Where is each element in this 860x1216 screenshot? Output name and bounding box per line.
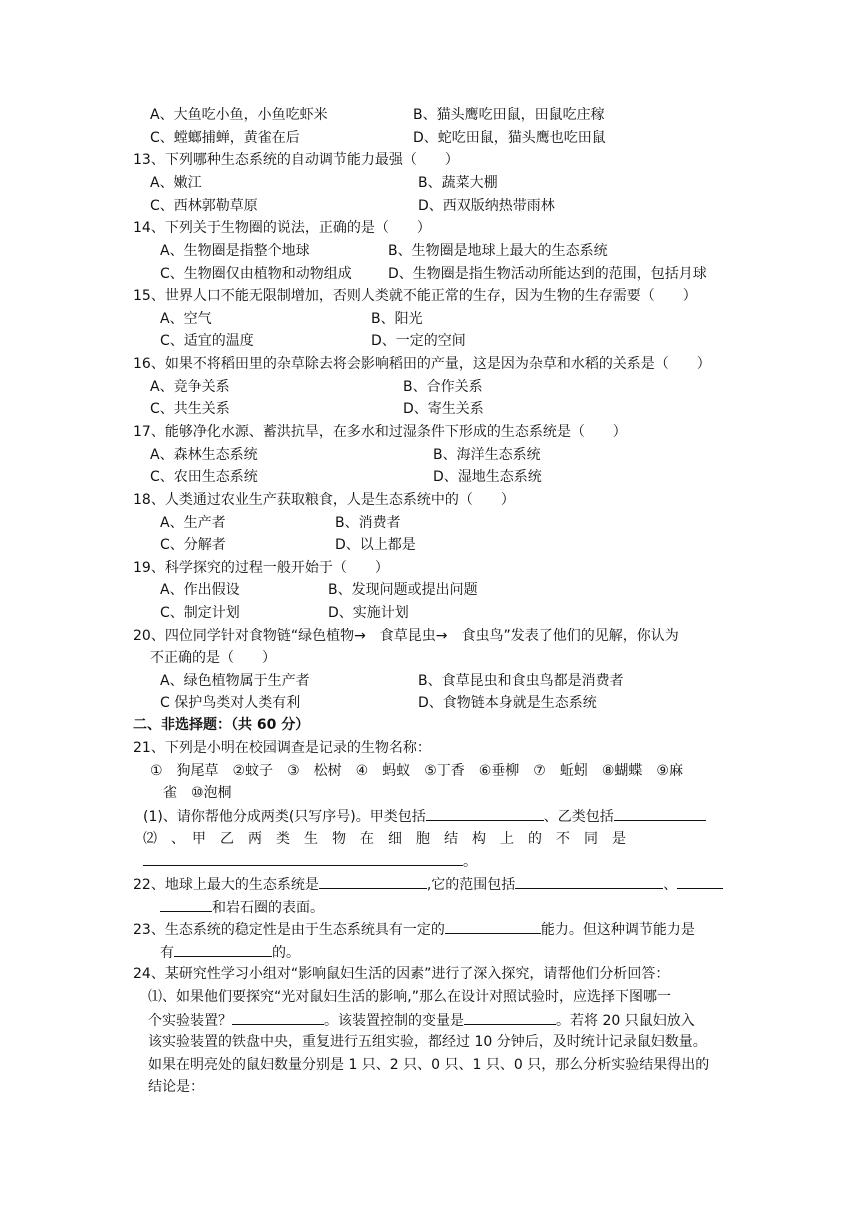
- q17-stem: 17、能够净化水源、蓄洪抗旱，在多水和过湿条件下形成的生态系统是（ ）: [133, 424, 627, 440]
- q24-text-a: 个实验装置？: [148, 1013, 232, 1029]
- q20-option-c: C 保护鸟类对人类有利: [160, 695, 301, 711]
- q24-line3: 该实验装置的铁盘中央，重复进行五组实验，都经过 10 分钟后，及时统计记录鼠妇数量。: [148, 1034, 707, 1050]
- q23-line1: [133, 919, 695, 939]
- q21-part2-end: 。: [463, 854, 477, 870]
- q21-blank-class-a[interactable]: [426, 806, 544, 821]
- q19-option-d: D、实施计划: [328, 605, 409, 621]
- q20-option-a: A、绿色植物属于生产者: [160, 673, 310, 689]
- q22-blank-range-2-cont[interactable]: [160, 897, 212, 912]
- q17-option-c: C、农田生态系统: [150, 469, 258, 485]
- q20-stem-line2: 不正确的是（ ）: [150, 650, 276, 666]
- q23-line2: [160, 942, 300, 962]
- q18-option-d: D、以上都是: [335, 537, 416, 553]
- q19-stem: 19、科学探究的过程一般开始于（ ）: [133, 560, 389, 576]
- q12-option-b: B、猫头鹰吃田鼠，田鼠吃庄稼: [413, 107, 605, 123]
- q19-option-a: A、作出假设: [160, 582, 240, 598]
- q13-option-a: A、嫩江: [150, 175, 202, 191]
- q15-option-d: D、一定的空间: [371, 333, 466, 349]
- q15-option-b: B、阳光: [371, 311, 423, 327]
- q14-stem: 14、下列关于生物圈的说法，正确的是（ ）: [133, 220, 431, 236]
- q21-stem: 21、下列是小明在校园调查是记录的生物名称：: [133, 740, 431, 756]
- q14-option-d: D、生物圈是指生物活动所能达到的范围，包括月球: [388, 266, 707, 282]
- q14-option-c: C、生物圈仅由植物和动物组成: [160, 266, 352, 282]
- q21-part1-text-b: 、乙类包括: [543, 809, 614, 825]
- q21-part1: [143, 806, 706, 826]
- q16-option-a: A、竞争关系: [150, 379, 230, 395]
- q24-line5: 结论是：: [148, 1079, 204, 1095]
- q24-blank-variable[interactable]: [464, 1010, 556, 1025]
- q23-blank-limit[interactable]: [174, 942, 272, 957]
- q14-option-b: B、生物圈是地球上最大的生态系统: [388, 243, 608, 259]
- q22-line1: [133, 874, 723, 894]
- q14-option-a: A、生物圈是指整个地球: [160, 243, 310, 259]
- q24-text-c: 。若将 20 只鼠妇放入: [556, 1013, 695, 1029]
- q24-blank-device[interactable]: [232, 1010, 324, 1025]
- q21-organism-list-line2: 雀 ⑩泡桐: [163, 785, 232, 801]
- q18-option-a: A、生产者: [160, 515, 226, 531]
- q13-option-d: D、西双版纳热带雨林: [418, 198, 555, 214]
- q19-option-c: C、制定计划: [160, 605, 240, 621]
- q23-text-c: 有: [160, 945, 174, 961]
- q17-option-b: B、海洋生态系统: [433, 447, 541, 463]
- q20-option-d: D、食物链本身就是生态系统: [418, 695, 597, 711]
- q22-text-b: ,它的范围包括: [426, 877, 516, 893]
- q13-stem: 13、下列哪种生态系统的自动调节能力最强（ ）: [133, 152, 459, 168]
- q22-blank-range-1[interactable]: [515, 874, 663, 889]
- q24-line4: 如果在明亮处的鼠妇数量分别是 1 只、2 只、0 只、1 只、0 只，那么分析实验结果得出的: [148, 1057, 710, 1073]
- q16-option-b: B、合作关系: [403, 379, 483, 395]
- q13-option-c: C、西林郭勒草原: [150, 198, 258, 214]
- q18-stem: 18、人类通过农业生产获取粮食，人是生态系统中的（ ）: [133, 492, 515, 508]
- q24-line1: ⑴、如果他们要探究“光对鼠妇生活的影响,”那么在设计对照试验时，应选择下图哪一: [148, 989, 671, 1005]
- q12-option-d: D、蛇吃田鼠，猫头鹰也吃田鼠: [413, 130, 606, 146]
- q21-blank-difference[interactable]: [143, 851, 463, 866]
- q12-option-a: A、大鱼吃小鱼，小鱼吃虾米: [150, 107, 328, 123]
- q16-stem: 16、如果不将稻田里的杂草除去将会影响稻田的产量，这是因为杂草和水稻的关系是（ ）: [133, 356, 711, 372]
- q17-option-a: A、森林生态系统: [150, 447, 258, 463]
- q22-blank-range-2[interactable]: [677, 874, 723, 889]
- q20-option-b: B、食草昆虫和食虫鸟都是消费者: [418, 673, 624, 689]
- q21-organism-list-line1: ① 狗尾草 ②蚊子 ③ 松树 ④ 蚂蚁 ⑤丁香 ⑥垂柳 ⑦ 蚯蚓 ⑧蝴蝶 ⑨麻: [150, 763, 683, 779]
- q23-text-d: 的。: [272, 945, 300, 961]
- q16-option-c: C、共生关系: [150, 401, 230, 417]
- q24-line2: [148, 1010, 695, 1030]
- q18-option-c: C、分解者: [160, 537, 226, 553]
- q20-stem-line1: 20、四位同学针对食物链“绿色植物→ 食草昆虫→ 食虫鸟”发表了他们的见解，你认为: [133, 628, 679, 644]
- q22-text-d: 和岩石圈的表面。: [212, 900, 324, 916]
- q21-blank-class-b[interactable]: [614, 806, 706, 821]
- q23-text-b: 能力。但这种调节能力是: [540, 922, 695, 938]
- q18-option-b: B、消费者: [335, 515, 401, 531]
- q22-text-a: 22、地球上最大的生态系统是: [133, 877, 319, 893]
- q21-part1-text-a: (1)、请你帮他分成两类(只写序号)。甲类包括: [143, 809, 426, 825]
- q15-stem: 15、世界人口不能无限制增加，否则人类就不能正常的生存，因为生物的生存需要（ ）: [133, 288, 697, 304]
- q23-blank-ability[interactable]: [445, 919, 541, 934]
- q21-part2-answer: [143, 851, 477, 871]
- q13-option-b: B、蔬菜大棚: [418, 175, 498, 191]
- q22-blank-largest-ecosystem[interactable]: [319, 874, 427, 889]
- q24-stem: 24、某研究性学习小组对“影响鼠妇生活的因素”进行了深入探究，请帮他们分析回答：: [133, 966, 670, 982]
- q22-text-c: 、: [663, 877, 678, 893]
- q21-part2: ⑵ 、 甲 乙 两 类 生 物 在 细 胞 结 构 上 的 不 同 是: [143, 831, 626, 847]
- q16-option-d: D、寄生关系: [403, 401, 484, 417]
- q23-text-a: 23、生态系统的稳定性是由于生态系统具有一定的: [133, 922, 445, 938]
- q15-option-a: A、空气: [160, 311, 212, 327]
- q12-option-c: C、螳螂捕蝉，黄雀在后: [150, 130, 300, 146]
- q15-option-c: C、适宜的温度: [160, 333, 254, 349]
- q24-text-b: 。该装置控制的变量是: [324, 1013, 464, 1029]
- section-heading: 二、非选择题：（共 60 分）: [133, 717, 310, 733]
- q19-option-b: B、发现问题或提出问题: [328, 582, 478, 598]
- q17-option-d: D、湿地生态系统: [433, 469, 542, 485]
- q22-line2: [160, 897, 324, 917]
